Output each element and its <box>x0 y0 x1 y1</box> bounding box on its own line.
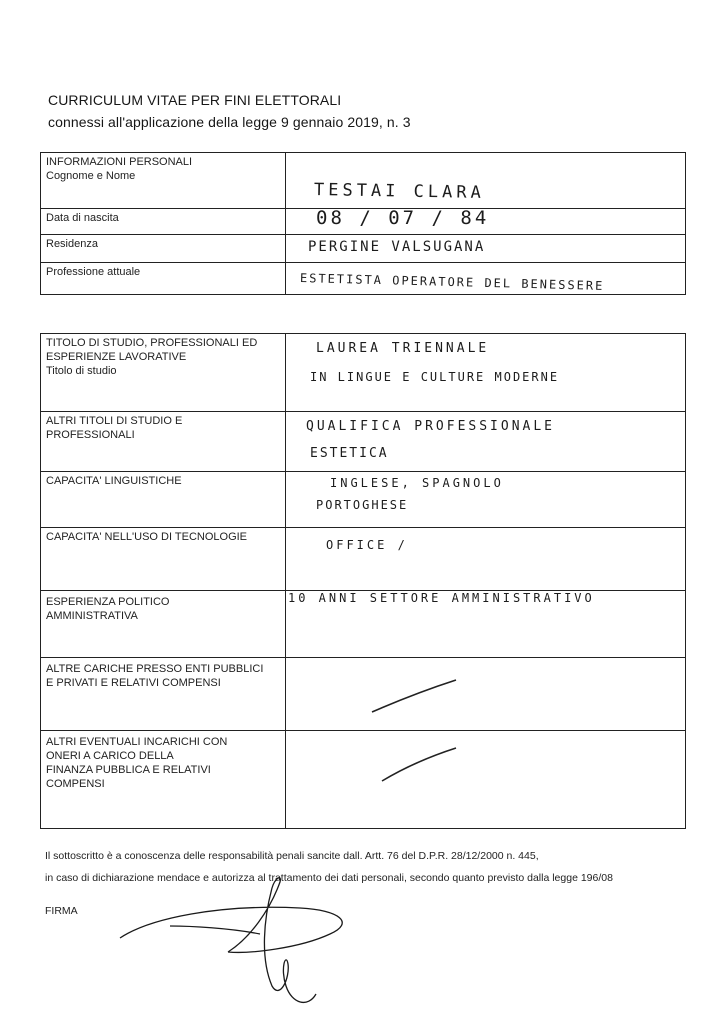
profession-value: ESTETISTA OPERATORE DEL BENESSERE <box>299 271 605 293</box>
other-assignments-label-line-1: ALTRI EVENTUALI INCARICHI CON <box>46 736 228 748</box>
other-titles-value-line-1: QUALIFICA PROFESSIONALE <box>306 419 556 434</box>
birth-value-cell <box>286 209 686 235</box>
other-assignments-label-line-3: FINANZA PUBBLICA E RELATIVI <box>46 764 211 776</box>
other-titles-label-cell <box>41 412 286 472</box>
tech-value: OFFICE / <box>326 538 408 552</box>
political-value: 10 ANNI SETTORE AMMINISTRATIVO <box>288 591 595 605</box>
languages-value-line-1: INGLESE, SPAGNOLO <box>330 476 504 490</box>
handwritten-signature <box>110 868 370 1018</box>
birth-value: 08 / 07 / 84 <box>316 207 490 229</box>
residence-value: PERGINE VALSUGANA <box>308 239 486 255</box>
dash-stroke <box>370 676 460 716</box>
dash-stroke <box>380 745 460 785</box>
personal-section-label: INFORMAZIONI PERSONALI <box>46 156 193 168</box>
other-roles-label-line-2: E PRIVATI E RELATIVI COMPENSI <box>46 677 221 689</box>
name-label: Cognome e Nome <box>46 170 136 182</box>
profession-label: Professione attuale <box>46 266 141 278</box>
residence-value-cell <box>286 235 686 263</box>
political-value-cell <box>286 591 686 658</box>
document-title: CURRICULUM VITAE PER FINI ELETTORALI <box>48 92 342 108</box>
name-label-cell <box>41 153 286 209</box>
profession-label-cell <box>41 263 286 295</box>
other-titles-value-line-2: ESTETICA <box>310 446 389 461</box>
other-assignments-label-line-4: COMPENSI <box>46 778 105 790</box>
birth-label: Data di nascita <box>46 212 119 224</box>
document-subtitle: connessi all'applicazione della legge 9 gennaio 2019, n. 3 <box>48 114 411 130</box>
languages-label: CAPACITA' LINGUISTICHE <box>46 475 182 487</box>
studies-value-cell <box>286 334 686 412</box>
birth-label-cell <box>41 209 286 235</box>
signature-label: FIRMA <box>45 905 78 917</box>
political-label-line-2: AMMINISTRATIVA <box>46 610 138 622</box>
studies-label-cell <box>41 334 286 412</box>
tech-label-cell <box>41 528 286 591</box>
other-titles-label-line-1: ALTRI TITOLI DI STUDIO E <box>46 415 183 427</box>
declaration-line-2: in caso di dichiarazione mendace e autorizza al trattamento dei dati personali, secondo quanto previsto dalla legge 196/08 <box>45 872 613 884</box>
other-roles-label-line-1: ALTRE CARICHE PRESSO ENTI PUBBLICI <box>46 663 264 675</box>
studies-value-line-1: LAUREA TRIENNALE <box>316 341 490 356</box>
languages-value-cell <box>286 472 686 528</box>
tech-value-cell <box>286 528 686 591</box>
studies-label-line-1: TITOLO DI STUDIO, PROFESSIONALI ED <box>46 337 258 349</box>
languages-label-cell <box>41 472 286 528</box>
political-label-line-1: ESPERIENZA POLITICO <box>46 596 170 608</box>
political-label-cell <box>41 591 286 658</box>
other-titles-value-cell <box>286 412 686 472</box>
studies-label-line-3: Titolo di studio <box>46 365 117 377</box>
education-table <box>40 333 686 829</box>
personal-info-table <box>40 152 686 295</box>
profession-value-cell <box>286 263 686 295</box>
other-roles-value-cell <box>286 658 686 731</box>
tech-label: CAPACITA' NELL'USO DI TECNOLOGIE <box>46 531 248 543</box>
other-assignments-label-cell <box>41 731 286 829</box>
name-value: TESTAI CLARA <box>313 180 485 203</box>
declaration-line-1: Il sottoscritto è a conoscenza delle responsabilità penali sancite dall. Artt. 76 del D.P.R. 28/12/2000 n. 445, <box>45 850 539 862</box>
other-assignments-value-cell <box>286 731 686 829</box>
residence-label: Residenza <box>46 238 98 250</box>
other-titles-label-line-2: PROFESSIONALI <box>46 429 135 441</box>
other-roles-label-cell <box>41 658 286 731</box>
studies-label-line-2: ESPERIENZE LAVORATIVE <box>46 351 187 363</box>
studies-value-line-2: IN LINGUE E CULTURE MODERNE <box>310 370 560 384</box>
other-assignments-label-line-2: ONERI A CARICO DELLA <box>46 750 174 762</box>
name-value-cell <box>286 153 686 209</box>
residence-label-cell <box>41 235 286 263</box>
languages-value-line-2: PORTOGHESE <box>316 498 409 512</box>
